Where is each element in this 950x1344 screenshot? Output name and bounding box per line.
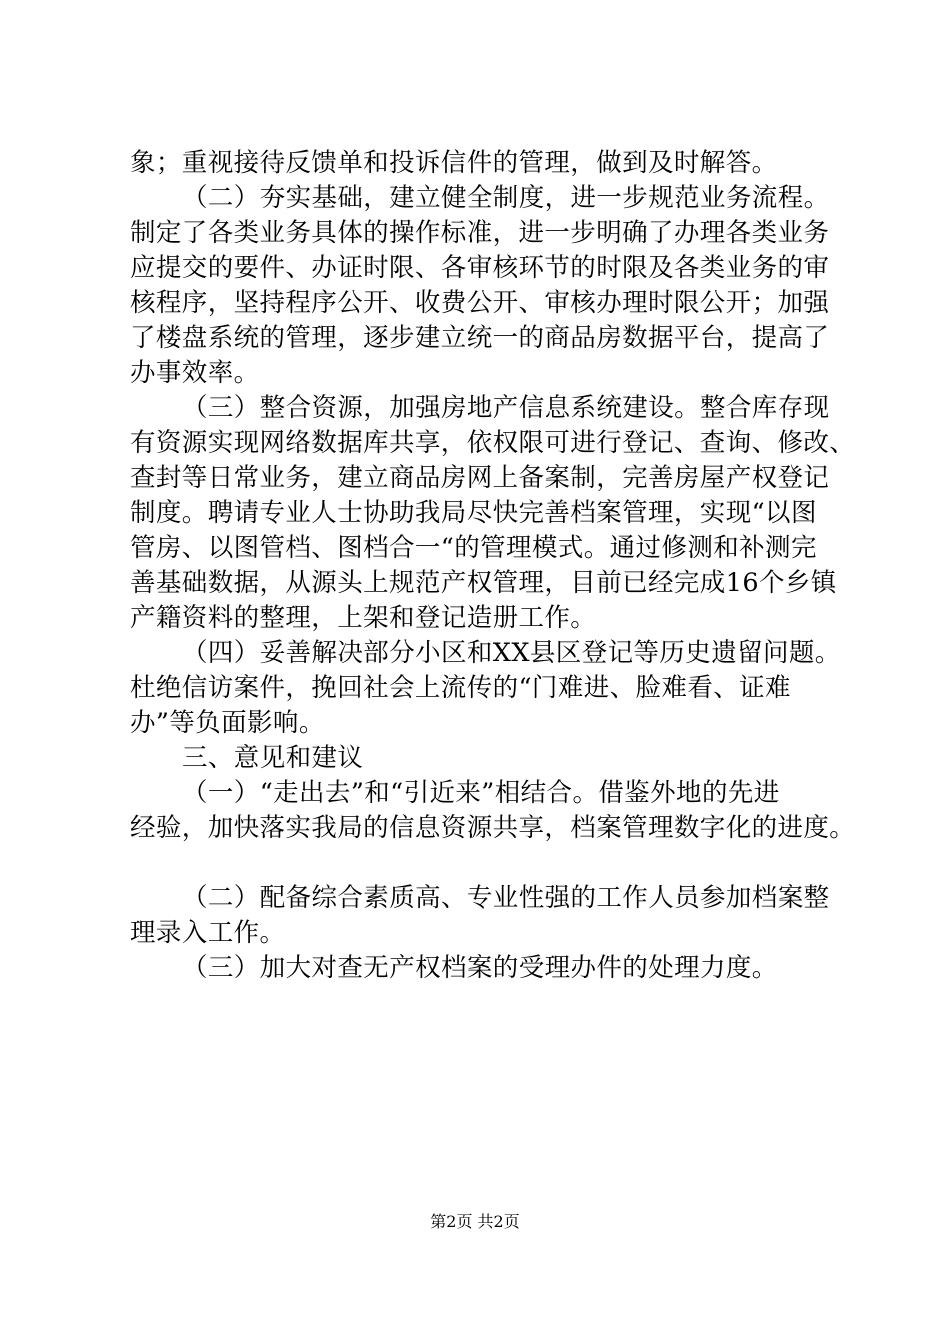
text-line: 产籍资料的整理，上架和登记造册工作。 [130, 603, 597, 633]
text-line: 有资源实现网络数据库共享，依权限可进行登记、查询、修改、 [130, 428, 856, 458]
text-line: （三）整合资源，加强房地产信息系统建设。整合库存现 [182, 393, 830, 423]
text-line: 经验，加快落实我局的信息资源共享，档案管理数字化的进度。 [130, 813, 856, 843]
text-line: （二）配备综合素质高、专业性强的工作人员参加档案整 [182, 883, 830, 913]
text-line: 查封等日常业务，建立商品房网上备案制，完善房屋产权登记 [130, 463, 830, 493]
text-line: 办”等负面影响。 [130, 708, 325, 738]
text-line: （一）“走出去”和“引近来”相结合。借鉴外地的先进 [182, 778, 780, 808]
text-line: 象；重视接待反馈单和投诉信件的管理，做到及时解答。 [130, 148, 778, 178]
text-line: 理录入工作。 [130, 918, 286, 948]
text-line: （二）夯实基础，建立健全制度，进一步规范业务流程。 [182, 183, 830, 213]
text-line: 善基础数据，从源头上规范产权管理，目前已经完成16个乡镇 [130, 568, 837, 598]
text-line: 应提交的要件、办证时限、各审核环节的时限及各类业务的审 [130, 253, 830, 283]
text-line: （四）妥善解决部分小区和XX县区登记等历史遗留问题。 [182, 638, 841, 668]
text-line: （三）加大对查无产权档案的受理办件的处理力度。 [182, 953, 778, 983]
text-line: 杜绝信访案件，挽回社会上流传的“门难进、脸难看、证难 [130, 673, 791, 703]
text-line: 核程序，坚持程序公开、收费公开、审核办理时限公开；加强 [130, 288, 830, 318]
text-line: 办事效率。 [130, 358, 260, 388]
text-line: 制度。聘请专业人士协助我局尽快完善档案管理，实现“以图 [130, 498, 817, 528]
text-line: 了楼盘系统的管理，逐步建立统一的商品房数据平台，提高了 [130, 323, 830, 353]
text-line: 三、意见和建议 [182, 743, 364, 773]
page-footer: 第2页 共2页 [430, 1212, 520, 1231]
text-line: 制定了各类业务具体的操作标准，进一步明确了办理各类业务 [130, 218, 830, 248]
blank-line [130, 846, 830, 881]
document-body [130, 146, 856, 986]
text-line: 管房、以图管档、图档合一“的管理模式。通过修测和补测完 [130, 533, 817, 563]
